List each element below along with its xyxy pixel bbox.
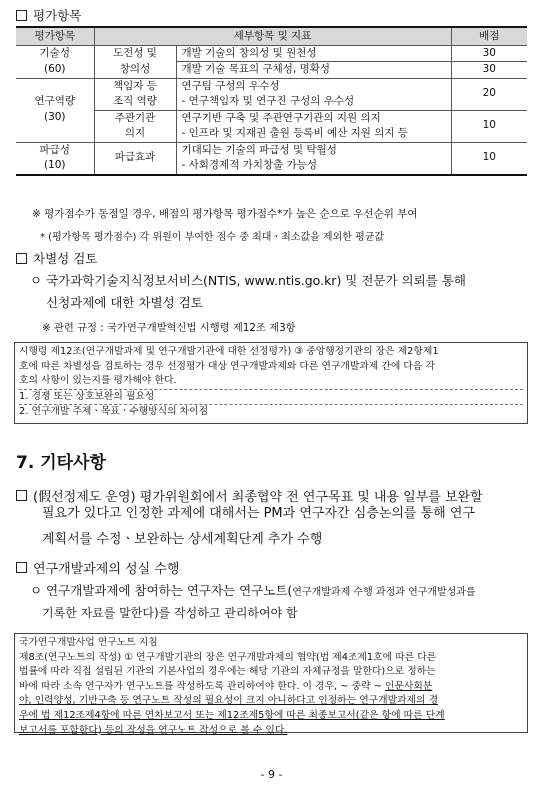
p1-line1: (假선정제도 운영) 평가위원회에서 최종협약 전 연구목표 및 내용 일부를 보완할: [33, 490, 483, 505]
indicator-cell: 연구팀 구성의 우수성: [176, 78, 451, 94]
score-cell: 20: [451, 78, 527, 110]
checkbox-square-icon: [16, 10, 27, 21]
subcategory-cell: 도전성 및: [94, 45, 176, 62]
subcategory-cell: 의지: [94, 126, 176, 142]
subcategory-cell: 조직 역량: [94, 94, 176, 110]
diff-reference-note: ※ 관련 규정 : 국가연구개발혁신법 시행령 제12조 제3항: [42, 322, 296, 334]
score-cell: 30: [451, 45, 527, 62]
score-cell: 30: [451, 62, 527, 79]
category-cell: (10): [16, 158, 94, 175]
header-detail: 세부항목 및 지표: [94, 27, 451, 45]
table-header-row: [16, 27, 527, 45]
section-eval-title: 평가항목: [33, 8, 82, 23]
p2-heading: [16, 558, 179, 577]
indicator-cell: 기대되는 기술의 파급성 및 탁월성: [176, 142, 451, 158]
section-diff-heading: [16, 249, 97, 267]
category-cell: (30): [16, 110, 94, 126]
table-row: [16, 110, 527, 126]
category-cell: 파급성: [16, 142, 94, 158]
table-row: [16, 158, 527, 175]
diff-bullet-line2: 신청과제에 대한 차별성 검토: [46, 295, 203, 310]
subcategory-cell: 파급효과: [94, 142, 176, 175]
guideline-title: 국가연구개발사업 연구노트 지침: [19, 637, 158, 648]
subcategory-cell: 주관기관: [94, 110, 176, 126]
header-category: 평가항목: [16, 27, 94, 45]
indicator-cell: - 연구책임자 및 연구진 구성의 우수성: [176, 94, 451, 110]
p1-line2: 필요가 있다고 인정한 과제에 대해서는 PM과 연구자간 심층논의를 통해 연구: [42, 506, 475, 521]
table-row: [16, 45, 527, 62]
header-score: 배점: [451, 27, 527, 45]
indicator-cell: - 인프라 및 지재권 출원 등록비 예산 지원 의지 등: [176, 126, 451, 142]
guideline-underlined-line: 야, 인력양성, 기반구축 등 연구노트 작성의 필요성이 크지 아니하다고 인정하는 연구개발과제의 경: [19, 695, 439, 707]
diff-bullet-line1: ㅇ 국가과학기술지식정보서비스(NTIS, www.ntis.go.kr) 및 전문가 의뢰를 통해: [30, 273, 466, 288]
table-row: [16, 78, 527, 94]
subcategory-cell: 창의성: [94, 62, 176, 79]
guideline-underlined-text: 인문사회분: [384, 680, 433, 692]
category-cell: 연구역량: [16, 94, 94, 110]
score-cell: 10: [451, 142, 527, 175]
checkbox-square-icon: [16, 562, 27, 573]
section-diff-title: 차별성 검토: [33, 251, 98, 266]
indicator-cell: 연구기반 구축 및 주관연구기관의 지원 의지: [176, 110, 451, 126]
indicator-cell: - 사회경제적 가치창출 가능성: [176, 158, 451, 175]
p2-title: 연구개발과제의 성실 수행: [33, 562, 180, 577]
regulation-item: 1. 경쟁 또는 상호보완의 필요성: [19, 389, 523, 405]
category-cell: [16, 126, 94, 142]
guideline-line: 법률에 따라 직접 설립된 기관의 기본사업의 경우에는 해당 기관의 자체규정을 말한다)으로 정하는: [19, 666, 436, 678]
indicator-cell: 개발 기술 목표의 구체성, 명확성: [176, 62, 451, 79]
subcategory-cell: 책임자 등: [94, 78, 176, 94]
score-definition-note: * (평가항목 평가점수) 각 위원이 부여한 점수 중 최대ㆍ최소값을 제외한 평균값: [40, 232, 385, 243]
checkbox-square-icon: [16, 253, 27, 264]
research-note-box: [14, 633, 528, 736]
tie-break-note: ※ 평가점수가 동점일 경우, 배점의 평가항목 평가점수*가 높은 순으로 우선순위 부여: [32, 208, 418, 220]
regulation-line: 호의 사항이 있는지를 평가해야 한다.: [19, 375, 177, 387]
guideline-line: [19, 680, 523, 695]
evaluation-table: [16, 26, 527, 176]
table-row: [16, 142, 527, 158]
score-cell: 10: [451, 110, 527, 142]
regulation-item: 2. 연구개발 주제ㆍ목표ㆍ수행방식의 차이점: [19, 404, 523, 420]
guideline-text: 바에 따라 소속 연구자가 연구노트를 작성하도록 관리하여야 한다. 이 경우, ~ 중략 ~: [19, 680, 385, 692]
regulation-line: 호에 따른 차별성을 검토하는 경우 선정평가 대상 연구개발과제와 다른 연구개발과제 간에 다음 각: [19, 360, 435, 372]
page-number: - 9 -: [260, 768, 283, 781]
guideline-underlined-line: 우에 법 제12조제4항에 따른 연차보고서 또는 제12조제5항에 따른 최종보고서(같은 항에 따른 단계: [19, 709, 445, 721]
table-row: [16, 62, 527, 79]
guideline-underlined-line: 보고서를 포함한다) 등의 작성을 연구노트 작성으로 볼 수 있다.: [19, 724, 288, 736]
regulation-box: [14, 342, 528, 424]
p2-bullet-text: ㅇ 연구개발과제에 참여하는 연구자는 연구노트(: [30, 583, 293, 598]
section7-title: 7. 기타사항: [16, 453, 106, 473]
category-cell: 기술성: [16, 45, 94, 62]
p2-bullet-small: 연구개발과제 수행 과정과 연구개발성과를: [292, 587, 476, 598]
table-row: [16, 94, 527, 110]
category-cell: [16, 78, 94, 94]
section-eval-heading: [16, 6, 81, 24]
p1-line3: 계획서를 수정ㆍ보완하는 상세계획단계 추가 수행: [42, 532, 323, 547]
p2-bullet-line2: 기록한 자료를 말한다)를 작성하고 관리하여야 함: [42, 606, 298, 620]
regulation-line: 시행령 제12조(연구개발과제 및 연구개발기관에 대한 선정평가) ③ 중앙행정기관의 장은 제2항제1: [19, 346, 439, 357]
category-cell: (60): [16, 62, 94, 79]
table-row: [16, 126, 527, 142]
guideline-line: 제8조(연구노트의 작성) ① 연구개발기관의 장은 연구개발과제의 협약(법 제4조제1호에 따른 다른: [19, 651, 437, 663]
checkbox-square-icon: [16, 490, 27, 501]
indicator-cell: 개발 기술의 창의성 및 원천성: [176, 45, 451, 62]
